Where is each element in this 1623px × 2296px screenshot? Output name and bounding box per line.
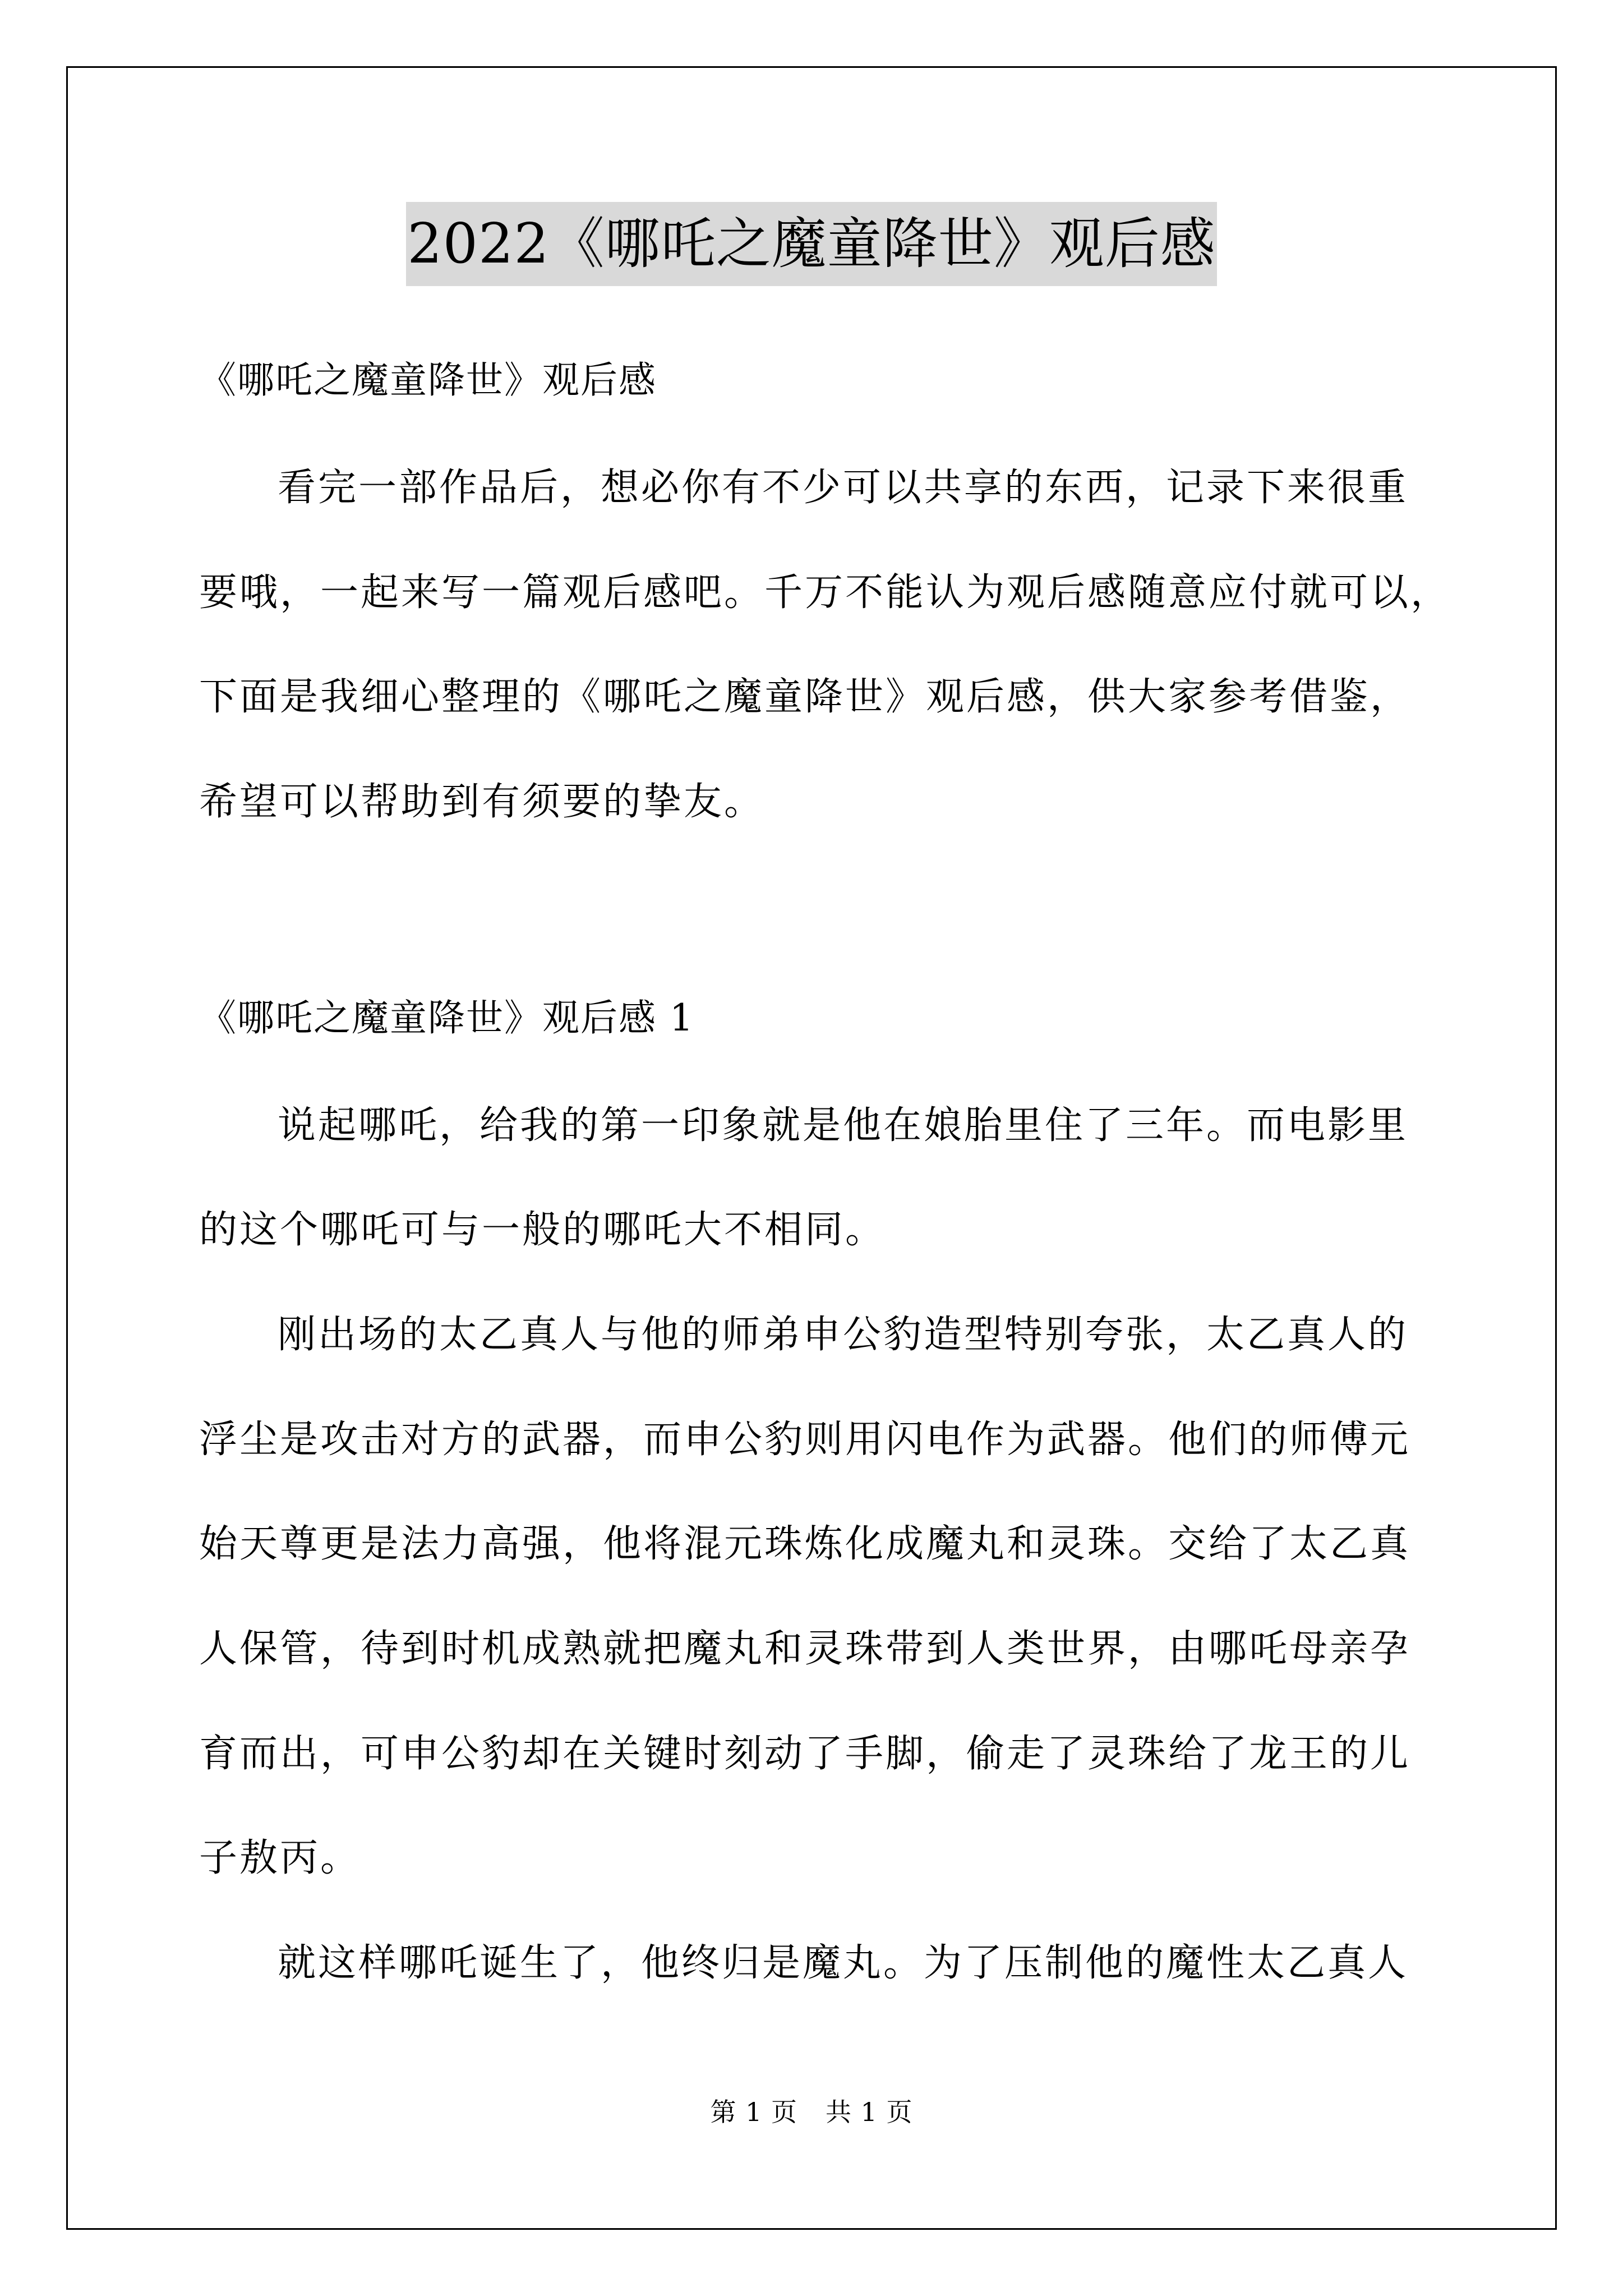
intro-line-1: 看完一部作品后，想必你有不少可以共享的东西，记录下来很重: [278, 466, 1409, 510]
p2-line-2: 浮尘是攻击对方的武器，而申公豹则用闪电作为武器。他们的师傅元: [199, 1418, 1411, 1462]
document-title: 2022《哪吒之魔童降世》观后感: [406, 202, 1216, 286]
p2-line-4: 人保管，待到时机成熟就把魔丸和灵珠带到人类世界，由哪吒母亲孕: [199, 1627, 1411, 1671]
page-number-current: 第 1 页: [710, 2097, 797, 2127]
p2-line-5: 育而出，可申公豹却在关键时刻动了手脚，偷走了灵珠给了龙王的儿: [199, 1732, 1411, 1776]
intro-line-2: 要哦，一起来写一篇观后感吧。千万不能认为观后感随意应付就可以，: [199, 570, 1451, 615]
p2-line-6: 子敖丙。: [199, 1836, 361, 1880]
intro-line-4: 希望可以帮助到有须要的挚友。: [199, 780, 765, 824]
p1-line-1: 说起哪吒，给我的第一印象就是他在娘胎里住了三年。而电影里: [278, 1103, 1409, 1148]
p3-line-1: 就这样哪吒诞生了，他终归是魔丸。为了压制他的魔性太乙真人: [278, 1941, 1409, 1985]
p2-line-3: 始天尊更是法力高强，他将混元珠炼化成魔丸和灵珠。交给了太乙真: [199, 1522, 1411, 1566]
p2-line-1: 刚出场的太乙真人与他的师弟申公豹造型特别夸张，太乙真人的: [278, 1313, 1409, 1357]
intro-heading: 《哪吒之魔童降世》观后感: [199, 358, 657, 402]
title-container: [0, 202, 1623, 286]
p1-line-2: 的这个哪吒可与一般的哪吒大不相同。: [199, 1208, 886, 1252]
intro-line-3: 下面是我细心整理的《哪吒之魔童降世》观后感，供大家参考借鉴，: [199, 675, 1411, 719]
page-number-total: 共 1 页: [826, 2097, 913, 2127]
page-footer: [0, 2095, 1623, 2129]
section1-heading: 《哪吒之魔童降世》观后感 1: [199, 996, 694, 1039]
